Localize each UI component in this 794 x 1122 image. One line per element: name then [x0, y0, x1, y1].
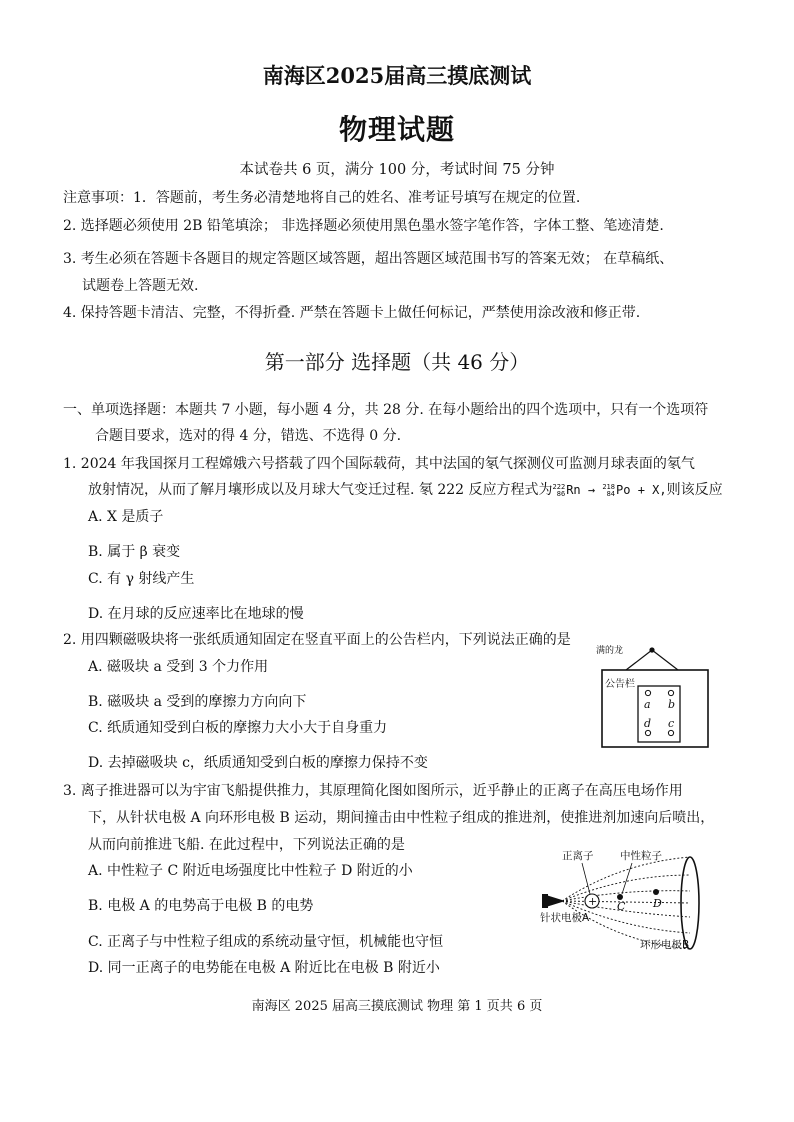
magnet-b-label: b	[668, 698, 676, 711]
note-3a: 3. 考生必须在答题卡各题目的规定答题区域答题，超出答题区域范围书写的答案无效； 在草稿纸、	[63, 251, 674, 267]
eq-po-charge: 84	[606, 489, 615, 498]
board-label: 公告栏	[605, 679, 635, 690]
q3-option-d: D. 同一正离子的电势能在电极 A 附近比在电极 B 附近小	[88, 960, 440, 976]
magnet-d-icon	[645, 730, 650, 735]
q3-line3: 从而向前推进飞船. 在此过程中，下列说法正确的是	[88, 837, 405, 853]
q3-line2: 下，从针状电极 A 向环形电极 B 运动，期间撞击由中性粒子组成的推进剂，使推进剂加速向后喷出，	[88, 810, 715, 826]
label-neutral-particle: 中性粒子	[620, 850, 662, 862]
positive-ion-sign: +	[588, 895, 598, 908]
field-line-2	[562, 875, 690, 901]
q3-option-c: C. 正离子与中性粒子组成的系统动量守恒，机械能也守恒	[88, 934, 444, 950]
hanging-string-left	[626, 650, 652, 670]
leader-neutral	[622, 863, 632, 894]
needle-base	[542, 894, 548, 908]
label-positive-ion: 正离子	[562, 850, 594, 862]
q2-figure-bulletin-board	[596, 642, 714, 750]
field-line-4	[562, 901, 690, 903]
q2-option-a: A. 磁吸块 a 受到 3 个力作用	[88, 659, 269, 675]
exam-title: 南海区2025届高三摸底测试	[262, 63, 532, 88]
exam-info: 本试卷共 6 页，满分 100 分，考试时间 75 分钟	[239, 162, 555, 178]
label-needle-electrode: 针状电极A	[540, 912, 590, 924]
particle-d-label: D	[653, 897, 662, 910]
eq-rest: + X,	[637, 483, 667, 497]
note-2: 2. 选择题必须使用 2B 铅笔填涂； 非选择题必须使用黑色墨水签字笔作答，字体工整、笔迹清楚.	[63, 218, 664, 234]
hanging-nail	[650, 648, 654, 652]
eq-rn: Rn	[566, 483, 581, 497]
q1-line2	[88, 479, 723, 499]
section-title: 第一部分 选择题（共 46 分）	[264, 350, 530, 374]
magnet-c-label: c	[668, 717, 675, 730]
neutral-particle-d	[653, 889, 659, 895]
particle-c-label: C	[617, 900, 626, 913]
q1-line2-tail: 则该反应	[666, 482, 723, 498]
magnet-c-icon	[668, 730, 673, 735]
q2-option-c: C. 纸质通知受到白板的摩擦力大小大于自身重力	[88, 720, 388, 736]
note-3b: 试题卷上答题无效.	[82, 278, 199, 294]
leader-pos-ion	[582, 863, 590, 894]
board-top-label: 满的龙	[596, 646, 624, 656]
eq-rn-mass: 222	[552, 482, 566, 491]
q1-option-d: D. 在月球的反应速率比在地球的慢	[88, 606, 304, 622]
magnet-a-icon	[645, 690, 650, 695]
eq-po-mass: 218	[602, 482, 615, 491]
q3-option-b: B. 电极 A 的电势高于电极 B 的电势	[88, 898, 314, 914]
section-instr-a: 一、单项选择题：本题共 7 小题，每小题 4 分，共 28 分. 在每小题给出的四个选项中，只有一个选项符	[63, 402, 709, 418]
label-ring-electrode: 环形电极B	[640, 939, 690, 951]
q1-line1: 1. 2024 年我国探月工程嫦娥六号搭载了四个国际载荷，其中法国的氡气探测仪可监测月球表面的氡气	[63, 456, 695, 472]
q1-line2-text: 放射情况，从而了解月壤形成以及月球大气变迁过程. 氡 222 反应方程式为	[88, 482, 553, 498]
hanging-string-right	[652, 650, 678, 670]
q3-option-a: A. 中性粒子 C 附近电场强度比中性粒子 D 附近的小	[88, 863, 413, 879]
magnet-a-label: a	[644, 698, 651, 711]
q2-stem: 2. 用四颗磁吸块将一张纸质通知固定在竖直平面上的公告栏内，下列说法正确的是	[63, 632, 571, 648]
note-4: 4. 保持答题卡清洁、完整，不得折叠. 严禁在答题卡上做任何标记，严禁使用涂改液和修正带.	[63, 305, 641, 321]
q1-option-b: B. 属于 β 衰变	[88, 544, 181, 560]
section-instr-b: 合题目要求，选对的得 4 分，错选、不选得 0 分.	[95, 428, 402, 444]
q2-option-b: B. 磁吸块 a 受到的摩擦力方向向下	[88, 694, 307, 710]
q1-option-a: A. X 是质子	[88, 509, 164, 525]
q3-line1: 3. 离子推进器可以为宇宙飞船提供推力，其原理简化图如图所示，近乎静止的正离子在高压电场作用	[63, 783, 683, 799]
magnet-d-label: d	[644, 717, 652, 730]
q1-option-c: C. 有 γ 射线产生	[88, 571, 195, 587]
eq-arrow: →	[587, 483, 596, 497]
eq-po: Po	[616, 483, 631, 497]
field-line-3	[562, 891, 690, 901]
field-line-1	[562, 857, 690, 901]
q3-figure-ion-thruster	[540, 845, 710, 955]
subject-title: 物理试题	[338, 113, 455, 146]
page-footer: 南海区 2025 届高三摸底测试 物理 第 1 页共 6 页	[251, 999, 543, 1014]
needle-electrode-a	[546, 895, 562, 907]
q1-equation	[553, 483, 667, 497]
eq-rn-charge: 86	[556, 489, 566, 498]
note-1: 注意事项：1．答题前，考生务必清楚地将自己的姓名、准考证号填写在规定的位置.	[63, 190, 581, 206]
magnet-b-icon	[668, 690, 673, 695]
q2-option-d: D. 去掉磁吸块 c，纸质通知受到白板的摩擦力保持不变	[88, 755, 428, 771]
